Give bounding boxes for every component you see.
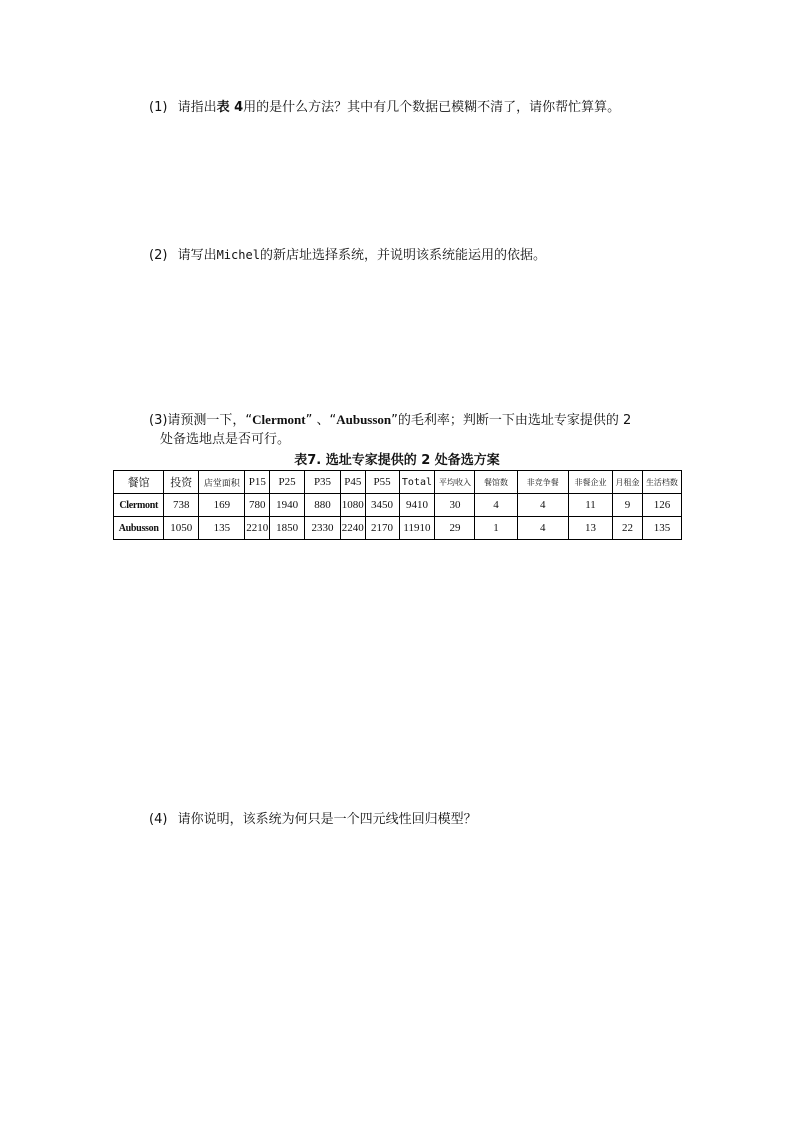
table-cell: 2170	[365, 517, 399, 540]
table-caption: 表7. 选址专家提供的 2 处备选方案	[294, 453, 500, 468]
table-cell: 2330	[305, 517, 341, 540]
table-cell: 135	[642, 517, 681, 540]
table-row	[114, 494, 682, 517]
table-cell: 880	[305, 494, 341, 517]
header-investment: 投资	[164, 471, 199, 494]
question-2-text-after: 的新店址选择系统，并说明该系统能运用的依据。	[259, 248, 546, 263]
question-4-text: 请你说明，该系统为何只是一个四元线性回归模型？	[177, 812, 477, 827]
table-cell: 9410	[399, 494, 435, 517]
table-cell: 3450	[365, 494, 399, 517]
table-cell: 1	[475, 517, 517, 540]
table-cell: 780	[245, 494, 270, 517]
table-cell: 4	[475, 494, 517, 517]
question-1-text-after: 用的是什么方法？其中有几个数据已模糊不清了，请你帮忙算算。	[243, 100, 621, 115]
table-row	[114, 517, 682, 540]
table-header-row	[114, 471, 682, 494]
table-cell: 4	[517, 494, 568, 517]
table-cell: 22	[613, 517, 643, 540]
table-cell: 1050	[164, 517, 199, 540]
table-cell: 126	[642, 494, 681, 517]
table-cell: 135	[199, 517, 245, 540]
question-2-text-before: 请写出	[177, 248, 217, 263]
table-cell: 11910	[399, 517, 435, 540]
header-p15: P15	[245, 471, 270, 494]
question-3-name-clermont: Clermont	[252, 412, 306, 427]
table-cell: 1850	[270, 517, 305, 540]
header-p25: P25	[270, 471, 305, 494]
question-3-text-c: ”的毛利率；判断一下由选址专家提供的 2	[391, 413, 632, 428]
question-1	[149, 98, 620, 118]
header-restaurant-count: 餐馆数	[475, 471, 517, 494]
table-cell: 1080	[340, 494, 365, 517]
header-restaurant: 餐馆	[114, 471, 164, 494]
header-living-level: 生活档数	[642, 471, 681, 494]
table-cell: 9	[613, 494, 643, 517]
table-cell: 2210	[245, 517, 270, 540]
question-3-text-b: ” 、“	[305, 413, 337, 428]
question-1-table-ref: 表 4	[216, 100, 244, 115]
table-cell: 4	[517, 517, 568, 540]
row-name-clermont: Clermont	[114, 494, 164, 517]
table-cell: 30	[435, 494, 475, 517]
header-average-income: 平均收入	[435, 471, 475, 494]
candidate-sites-table	[113, 470, 682, 540]
question-2-code: Michel	[216, 248, 260, 262]
header-total: Total	[399, 471, 435, 494]
table-cell: 11	[568, 494, 612, 517]
question-3-line-2: 处备选地点是否可行。	[160, 432, 291, 447]
header-store-area: 店堂面积	[199, 471, 245, 494]
table-cell: 1940	[270, 494, 305, 517]
question-2-number: (2)	[149, 248, 168, 263]
header-p45: P45	[340, 471, 365, 494]
question-1-text-before: 请指出	[177, 100, 217, 115]
table-cell: 738	[164, 494, 199, 517]
table-cell: 2240	[340, 517, 365, 540]
question-2	[149, 245, 546, 266]
table-cell: 13	[568, 517, 612, 540]
row-name-aubusson: Aubusson	[114, 517, 164, 540]
header-p35: P35	[305, 471, 341, 494]
header-non-competing: 非竞争餐	[517, 471, 568, 494]
question-1-number: (1)	[149, 100, 168, 115]
question-4-number: (4)	[149, 812, 168, 827]
table-cell: 169	[199, 494, 245, 517]
header-monthly-rent: 月租金	[613, 471, 643, 494]
header-p55: P55	[365, 471, 399, 494]
table-cell: 29	[435, 517, 475, 540]
question-3-number: (3)	[149, 413, 168, 428]
question-3-text-a: 请预测一下，“	[167, 413, 253, 428]
question-3	[149, 410, 631, 431]
question-4	[149, 810, 477, 830]
question-3-name-aubusson: Aubusson	[336, 412, 392, 427]
header-non-restaurant: 非餐企业	[568, 471, 612, 494]
